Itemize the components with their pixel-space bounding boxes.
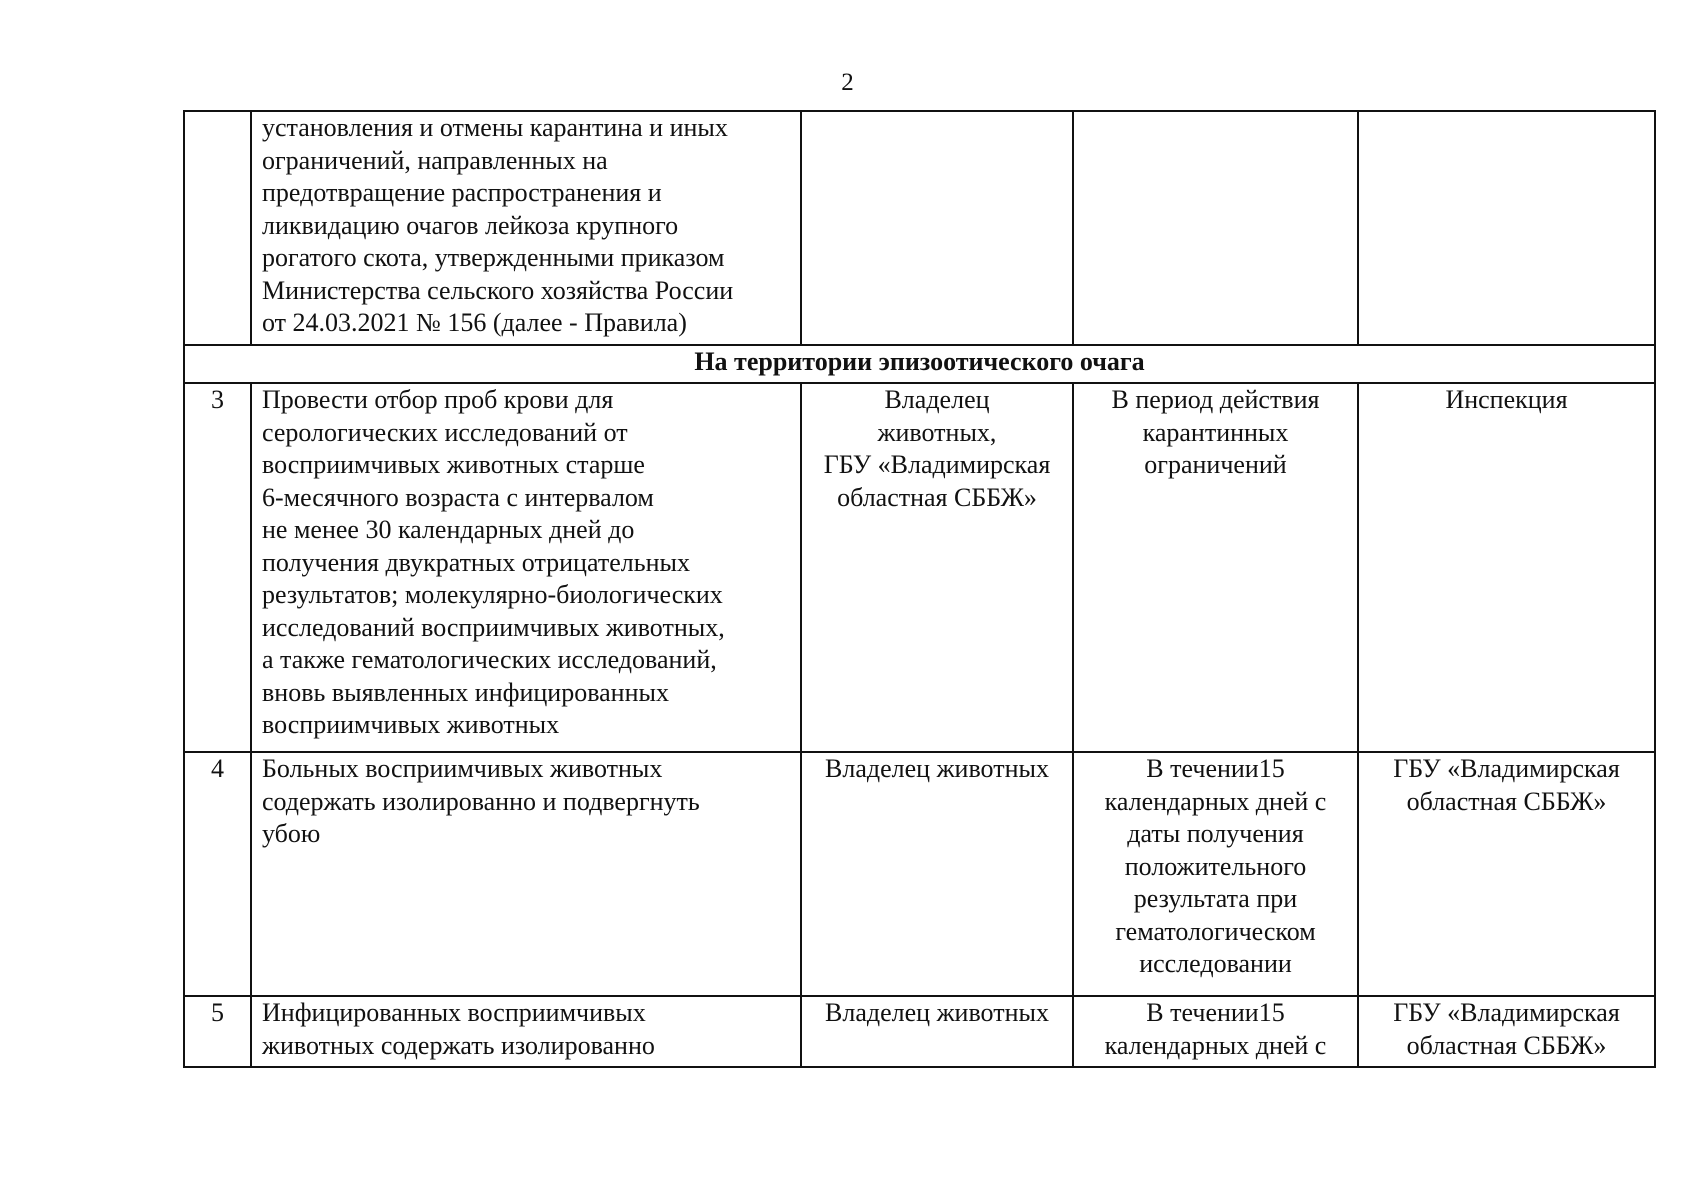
cell-task: Провести отбор проб крови для серологических исследований от восприимчивых животных старше 6-месячного возраста с интервалом не менее 30 календарных дней до получения двукратных отрицательных результатов; молекулярно-биологических исследований восприимчивых животных, а также гематологических исследований, вновь выявленных инфицированных восприимчивых животных: [251, 383, 801, 752]
cell-task: Больных восприимчивых животных содержать изолированно и подвергнуть убою: [251, 752, 801, 996]
table-row: [184, 752, 1655, 996]
cell-num: 5: [184, 996, 251, 1067]
cell-executor: Владелец животных, ГБУ «Владимирская областная СББЖ»: [801, 383, 1073, 752]
cell-task: установления и отмены карантина и иных ограничений, направленных на предотвращение распространения и ликвидацию очагов лейкоза крупного рогатого скота, утвержденными приказом Министерства сельского хозяйства России от 24.03.2021 № 156 (далее - Правила): [251, 111, 801, 345]
table-section-row: [184, 345, 1655, 384]
table-row: [184, 383, 1655, 752]
cell-control: Инспекция: [1358, 383, 1655, 752]
cell-term: В течении15 календарных дней с: [1073, 996, 1358, 1067]
cell-term: В течении15 календарных дней с даты получения положительного результата при гематологическом исследовании: [1073, 752, 1358, 996]
cell-term: В период действия карантинных ограничений: [1073, 383, 1358, 752]
page-number: 2: [841, 69, 854, 96]
cell-task: Инфицированных восприимчивых животных содержать изолированно: [251, 996, 801, 1067]
cell-term: [1073, 111, 1358, 345]
cell-control: ГБУ «Владимирская областная СББЖ»: [1358, 752, 1655, 996]
cell-control: [1358, 111, 1655, 345]
cell-control: ГБУ «Владимирская областная СББЖ»: [1358, 996, 1655, 1067]
cell-num: 3: [184, 383, 251, 752]
section-title: На территории эпизоотического очага: [184, 345, 1655, 384]
table-row-continuation: [184, 111, 1655, 345]
cell-executor: [801, 111, 1073, 345]
table-row: [184, 996, 1655, 1067]
cell-num: 4: [184, 752, 251, 996]
cell-num: [184, 111, 251, 345]
cell-executor: Владелец животных: [801, 996, 1073, 1067]
cell-executor: Владелец животных: [801, 752, 1073, 996]
measures-table: [183, 110, 1656, 1068]
